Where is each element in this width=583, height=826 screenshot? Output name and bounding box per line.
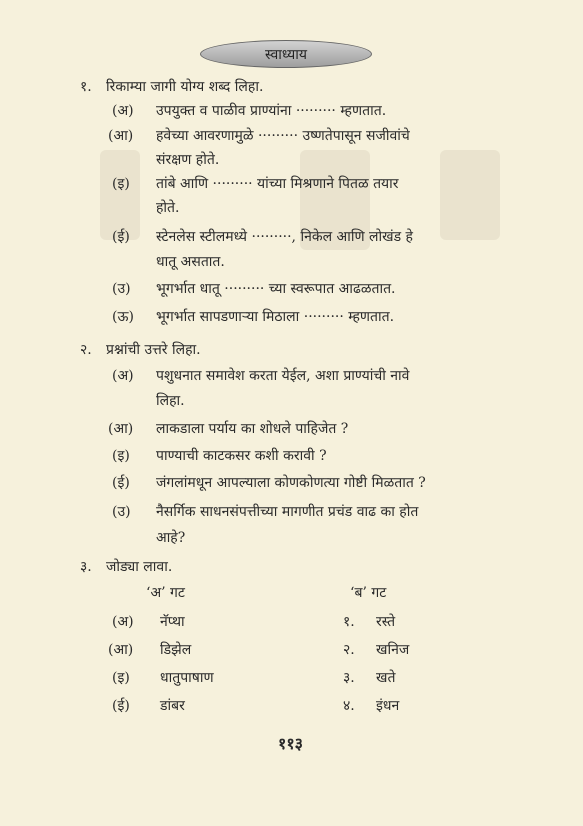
item-label: (ई): [112, 229, 130, 245]
column-a-header: ‘अ’ गट: [146, 585, 185, 601]
section-heading-text: स्वाध्याय: [265, 46, 307, 63]
match-b-label: १.: [343, 614, 355, 630]
item-label: (ऊ): [112, 309, 134, 325]
item-label: (ई): [112, 475, 130, 491]
item-text: जंगलांमधून आपल्याला कोणकोणत्या गोष्टी मिळतात ?: [156, 475, 426, 491]
question-title: जोड्या लावा.: [106, 559, 173, 575]
item-text: उपयुक्त व पाळीव प्राण्यांना ········· म्हणतात.: [156, 103, 387, 119]
match-a-text: डिझेल: [160, 642, 192, 658]
match-a-text: धातुपाषाण: [160, 670, 214, 686]
question-number: १.: [80, 79, 92, 95]
match-a-label: (इ): [112, 670, 130, 686]
match-b-text: खनिज: [376, 642, 410, 658]
match-b-text: इंधन: [376, 698, 400, 714]
item-label: (आ): [108, 421, 134, 437]
match-a-text: नॅप्था: [160, 614, 185, 630]
item-text: लिहा.: [156, 393, 185, 409]
question-title: प्रश्नांची उत्तरे लिहा.: [106, 342, 201, 358]
item-label: (उ): [112, 504, 131, 520]
question-title: रिकाम्या जागी योग्य शब्द लिहा.: [106, 79, 264, 95]
item-text: भूगर्भात धातू ········· च्या स्वरूपात आढळतात.: [156, 281, 396, 297]
item-text: पाण्याची काटकसर कशी करावी ?: [156, 448, 327, 464]
match-a-label: (ई): [112, 698, 130, 714]
item-label: (इ): [112, 176, 130, 192]
question-number: २.: [80, 342, 92, 358]
item-text: भूगर्भात सापडणाऱ्या मिठाला ········· म्हणतात.: [156, 309, 395, 325]
match-b-label: २.: [343, 642, 355, 658]
item-text: हवेच्या आवरणामुळे ········· उष्णतेपासून सजीवांचे: [156, 128, 410, 144]
item-text: होते.: [156, 200, 180, 216]
item-label: (अ): [112, 368, 134, 384]
match-b-label: ३.: [343, 670, 355, 686]
item-text: आहे?: [156, 530, 186, 546]
item-text: धातू असतात.: [156, 254, 225, 270]
item-text: लाकडाला पर्याय का शोधले पाहिजेत ?: [156, 421, 349, 437]
question-number: ३.: [80, 559, 92, 575]
bleed-through-image: [440, 150, 500, 240]
item-label: (उ): [112, 281, 131, 297]
page-number: ११३: [278, 734, 303, 753]
match-b-text: रस्ते: [376, 614, 396, 630]
item-label: (इ): [112, 448, 130, 464]
match-a-label: (अ): [112, 614, 134, 630]
item-text: नैसर्गिक साधनसंपत्तीच्या मागणीत प्रचंड वाढ का होत: [156, 504, 419, 520]
column-b-header: ‘ब’ गट: [350, 585, 387, 601]
item-text: तांबे आणि ········· यांच्या मिश्रणाने पितळ तयार: [156, 176, 399, 192]
section-heading: [200, 40, 372, 68]
match-a-text: डांबर: [160, 698, 185, 714]
match-a-label: (आ): [108, 642, 134, 658]
item-text: पशुधनात समावेश करता येईल, अशा प्राण्यांची नावे: [156, 368, 410, 384]
item-text: संरक्षण होते.: [156, 152, 220, 168]
match-b-text: खते: [376, 670, 396, 686]
match-b-label: ४.: [343, 698, 355, 714]
item-label: (आ): [108, 128, 134, 144]
item-label: (अ): [112, 103, 134, 119]
item-text: स्टेनलेस स्टीलमध्ये ·········, निकेल आणि लोखंड हे: [156, 229, 413, 245]
